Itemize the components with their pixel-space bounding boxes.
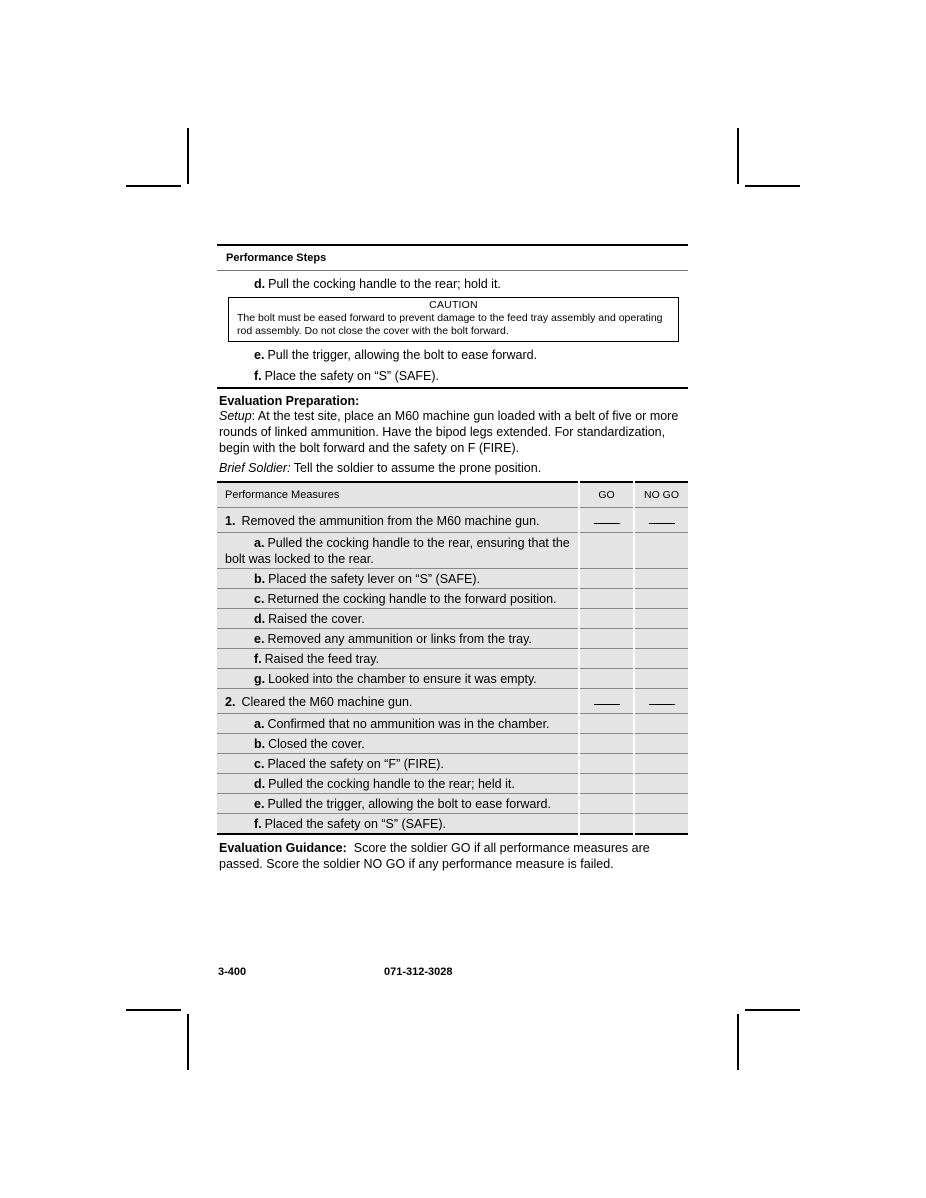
table-row <box>217 814 688 835</box>
measure-text: Raised the cover. <box>268 612 365 626</box>
step-letter: e. <box>254 348 265 362</box>
table-row <box>217 629 688 649</box>
measure-letter: d. <box>254 777 266 791</box>
measure-cell <box>217 754 579 774</box>
header-no-go: NO GO <box>634 482 688 508</box>
evaluation-guidance <box>219 840 688 872</box>
table-row <box>217 589 688 609</box>
go-cell[interactable] <box>579 508 634 533</box>
caution-box <box>228 297 679 342</box>
go-cell <box>579 669 634 689</box>
caution-text: The bolt must be eased forward to prevent damage to the feed tray assembly and operating rod assembly. Do not close the cover with the bolt forward. <box>237 312 663 337</box>
measure-text: Looked into the chamber to ensure it was empty. <box>268 672 537 686</box>
measure-text: Pulled the cocking handle to the rear; held it. <box>268 777 515 791</box>
go-cell <box>579 814 634 835</box>
measure-text: Pulled the trigger, allowing the bolt to ease forward. <box>267 797 551 811</box>
caution-title: CAUTION <box>429 299 478 311</box>
go-cell <box>579 754 634 774</box>
crop-mark <box>737 1014 739 1070</box>
table-row <box>217 774 688 794</box>
measure-cell <box>217 533 579 569</box>
no-go-cell <box>634 714 688 734</box>
measure-rows <box>217 508 688 835</box>
no-go-cell <box>634 609 688 629</box>
measure-cell <box>217 669 579 689</box>
measure-number: 1. <box>225 514 236 528</box>
go-cell <box>579 629 634 649</box>
table-row <box>217 714 688 734</box>
table-row <box>217 609 688 629</box>
measure-cell <box>217 649 579 669</box>
go-blank[interactable] <box>594 522 620 524</box>
header-go: GO <box>579 482 634 508</box>
table-row <box>217 533 688 569</box>
step-text: Pull the cocking handle to the rear; hold it. <box>268 277 501 291</box>
no-go-cell <box>634 649 688 669</box>
no-go-cell <box>634 794 688 814</box>
no-go-cell[interactable] <box>634 508 688 533</box>
go-cell <box>579 774 634 794</box>
crop-mark <box>187 128 189 184</box>
measure-letter: c. <box>254 757 265 771</box>
table-row <box>217 649 688 669</box>
no-go-cell <box>634 734 688 754</box>
measure-text: Raised the feed tray. <box>264 652 380 666</box>
no-go-cell <box>634 589 688 609</box>
table-row <box>217 569 688 589</box>
measure-cell <box>217 814 579 835</box>
performance-step <box>217 347 688 363</box>
measure-letter: e. <box>254 632 265 646</box>
measure-cell <box>217 734 579 754</box>
step-text: Pull the trigger, allowing the bolt to ease forward. <box>267 348 538 362</box>
measure-cell <box>217 629 579 649</box>
measure-text: Closed the cover. <box>268 737 365 751</box>
measure-text: Removed any ammunition or links from the tray. <box>267 632 532 646</box>
measure-cell <box>217 508 579 533</box>
page-content <box>217 244 688 872</box>
go-cell[interactable] <box>579 689 634 714</box>
measure-letter: b. <box>254 737 266 751</box>
go-cell <box>579 714 634 734</box>
header-measures: Performance Measures <box>217 482 579 508</box>
crop-mark <box>737 128 739 184</box>
go-cell <box>579 533 634 569</box>
measure-cell <box>217 714 579 734</box>
performance-measures-table <box>217 481 688 835</box>
table-row <box>217 508 688 533</box>
measure-letter: g. <box>254 672 266 686</box>
no-go-blank[interactable] <box>649 703 675 705</box>
measure-cell <box>217 589 579 609</box>
measure-letter: d. <box>254 612 266 626</box>
no-go-cell <box>634 814 688 835</box>
go-cell <box>579 734 634 754</box>
measure-letter: a. <box>254 717 265 731</box>
performance-step <box>217 368 688 384</box>
crop-mark <box>745 1009 800 1011</box>
step-letter: d. <box>254 277 266 291</box>
crop-mark <box>745 185 800 187</box>
crop-mark <box>126 1009 181 1011</box>
measure-letter: e. <box>254 797 265 811</box>
measure-text: Placed the safety on “S” (SAFE). <box>264 817 446 831</box>
measure-cell <box>217 569 579 589</box>
no-go-cell[interactable] <box>634 689 688 714</box>
measure-text: Returned the cocking handle to the forward position. <box>267 592 557 606</box>
no-go-cell <box>634 629 688 649</box>
table-row <box>217 794 688 814</box>
no-go-cell <box>634 569 688 589</box>
measure-letter: a. <box>254 536 265 550</box>
table-header-row <box>217 482 688 508</box>
no-go-cell <box>634 533 688 569</box>
setup-paragraph <box>219 408 688 456</box>
measure-text: Cleared the M60 machine gun. <box>241 695 413 709</box>
guidance-text: Score the soldier GO if all performance measures are passed. Score the soldier NO GO if any performance measure is failed. <box>219 841 654 871</box>
measure-letter: b. <box>254 572 266 586</box>
go-cell <box>579 794 634 814</box>
measure-letter: c. <box>254 592 265 606</box>
go-cell <box>579 589 634 609</box>
evaluation-preparation-heading: Evaluation Preparation: <box>219 394 360 408</box>
measure-letter: f. <box>254 817 262 831</box>
no-go-cell <box>634 774 688 794</box>
go-cell <box>579 609 634 629</box>
no-go-blank[interactable] <box>649 522 675 524</box>
table-row <box>217 669 688 689</box>
brief-text: Tell the soldier to assume the prone position. <box>290 461 542 475</box>
brief-soldier-paragraph <box>219 460 688 476</box>
measure-cell <box>217 609 579 629</box>
go-blank[interactable] <box>594 703 620 705</box>
steps-after <box>217 347 688 384</box>
no-go-cell <box>634 754 688 774</box>
go-cell <box>579 649 634 669</box>
measure-cell <box>217 689 579 714</box>
step-text: Place the safety on “S” (SAFE). <box>264 369 440 383</box>
measure-number: 2. <box>225 695 236 709</box>
crop-mark <box>187 1014 189 1070</box>
divider <box>217 387 688 389</box>
guidance-label: Evaluation Guidance: <box>219 841 347 855</box>
measure-text: Placed the safety on “F” (FIRE). <box>267 757 444 771</box>
table-row <box>217 734 688 754</box>
measure-cell <box>217 774 579 794</box>
measure-text: Pulled the cocking handle to the rear, ensuring that the bolt was locked to the rear. <box>225 536 570 566</box>
measure-cell <box>217 794 579 814</box>
no-go-cell <box>634 669 688 689</box>
measure-text: Confirmed that no ammunition was in the chamber. <box>267 717 550 731</box>
go-cell <box>579 569 634 589</box>
steps-before <box>217 276 688 292</box>
performance-step <box>217 276 688 292</box>
table-row <box>217 689 688 714</box>
page-number: 3-400 <box>218 966 247 978</box>
brief-label: Brief Soldier: <box>219 461 291 475</box>
measure-text: Removed the ammunition from the M60 machine gun. <box>241 514 540 528</box>
task-number: 071-312-3028 <box>384 966 453 978</box>
step-letter: f. <box>254 369 262 383</box>
crop-mark <box>126 185 181 187</box>
measure-text: Placed the safety lever on “S” (SAFE). <box>268 572 480 586</box>
section-header: Performance Steps <box>217 244 688 271</box>
setup-label: Setup <box>219 409 252 423</box>
table-row <box>217 754 688 774</box>
setup-text: : At the test site, place an M60 machine gun loaded with a belt of five or more rounds of linked ammunition. Have the bipod legs extended. For standardization, begin with the bolt forward and the safety on F (FIRE). <box>219 409 679 455</box>
measure-letter: f. <box>254 652 262 666</box>
